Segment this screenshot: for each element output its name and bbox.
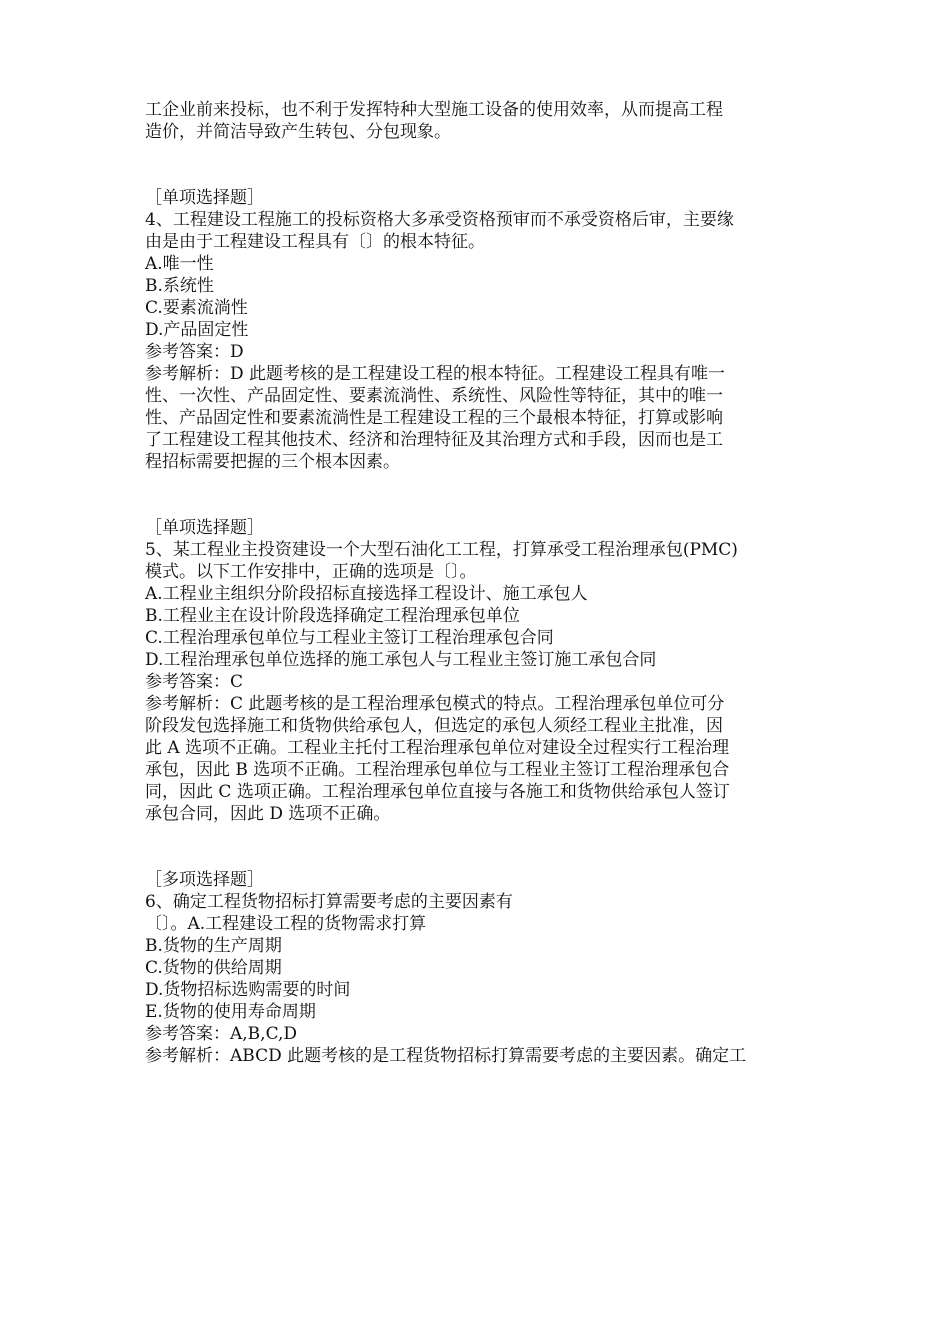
intro-line: 造价，并简洁导致产生转包、分包现象。	[145, 122, 451, 142]
question-stem-line: 由是由于工程建设工程具有〔〕的根本特征。	[145, 232, 485, 252]
option-a: A.工程业主组织分阶段招标直接选择工程设计、施工承包人	[145, 584, 588, 604]
analysis-line: 了工程建设工程其他技术、经济和治理特征及其治理方式和手段，因而也是工	[145, 430, 723, 450]
analysis-line: 性、一次性、产品固定性、要素流淌性、系统性、风险性等特征，其中的唯一	[145, 386, 723, 406]
analysis-line: 性、产品固定性和要素流淌性是工程建设工程的三个最根本特征，打算或影响	[145, 408, 723, 428]
analysis-line: 此 A 选项不正确。工程业主托付工程治理承包单位对建设全过程实行工程治理	[145, 738, 730, 758]
question-type-label: ［多项选择题］	[145, 870, 264, 890]
question-type-label: ［单项选择题］	[145, 188, 264, 208]
question-stem-line: 6、确定工程货物招标打算需要考虑的主要因素有	[145, 892, 513, 912]
option-b: B.系统性	[145, 276, 214, 296]
option-b: B.货物的生产周期	[145, 936, 282, 956]
option-d: D.工程治理承包单位选择的施工承包人与工程业主签订施工承包合同	[145, 650, 657, 670]
option-e: E.货物的使用寿命周期	[145, 1002, 316, 1022]
option-b: B.工程业主在设计阶段选择确定工程治理承包单位	[145, 606, 520, 626]
document-page	[145, 99, 810, 1067]
reference-answer: 参考答案：C	[145, 672, 244, 692]
option-c: C.货物的供给周期	[145, 958, 282, 978]
section-gap	[145, 473, 810, 517]
option-d: D.产品固定性	[145, 320, 249, 340]
question-stem-line: 5、某工程业主投资建设一个大型石油化工工程，打算承受工程治理承包(PMC)	[145, 540, 738, 560]
question-type-label: ［单项选择题］	[145, 518, 264, 538]
section-gap	[145, 825, 810, 869]
intro-paragraph	[145, 99, 810, 143]
question-5	[145, 517, 810, 825]
analysis-line: 参考解析：D 此题考核的是工程建设工程的根本特征。工程建设工程具有唯一	[145, 364, 726, 384]
analysis-line: 程招标需要把握的三个根本因素。	[145, 452, 400, 472]
reference-answer: 参考答案：A,B,C,D	[145, 1024, 298, 1044]
question-6	[145, 869, 810, 1067]
analysis-line: 阶段发包选择施工和货物供给承包人，但选定的承包人须经工程业主批准，因	[145, 716, 723, 736]
analysis-line: 参考解析：ABCD 此题考核的是工程货物招标打算需要考虑的主要因素。确定工	[145, 1046, 747, 1066]
option-c: C.要素流淌性	[145, 298, 248, 318]
question-4	[145, 187, 810, 473]
analysis-line: 承包合同，因此 D 选项不正确。	[145, 804, 391, 824]
question-stem-line: 4、工程建设工程施工的投标资格大多承受资格预审而不承受资格后审，主要缘	[145, 210, 734, 230]
question-stem-line: 模式。以下工作安排中，正确的选项是〔〕。	[145, 562, 477, 582]
analysis-line: 同，因此 C 选项正确。工程治理承包单位直接与各施工和货物供给承包人签订	[145, 782, 730, 802]
option-d: D.货物招标选购需要的时间	[145, 980, 351, 1000]
option-c: C.工程治理承包单位与工程业主签订工程治理承包合同	[145, 628, 554, 648]
analysis-line: 参考解析：C 此题考核的是工程治理承包模式的特点。工程治理承包单位可分	[145, 694, 725, 714]
reference-answer: 参考答案：D	[145, 342, 244, 362]
option-a: A.唯一性	[145, 254, 214, 274]
intro-line: 工企业前来投标，也不利于发挥特种大型施工设备的使用效率，从而提高工程	[145, 100, 723, 120]
analysis-line: 承包，因此 B 选项不正确。工程治理承包单位与工程业主签订工程治理承包合	[145, 760, 730, 780]
section-gap	[145, 143, 810, 187]
question-stem-line: 〔〕。A.工程建设工程的货物需求打算	[145, 914, 427, 934]
